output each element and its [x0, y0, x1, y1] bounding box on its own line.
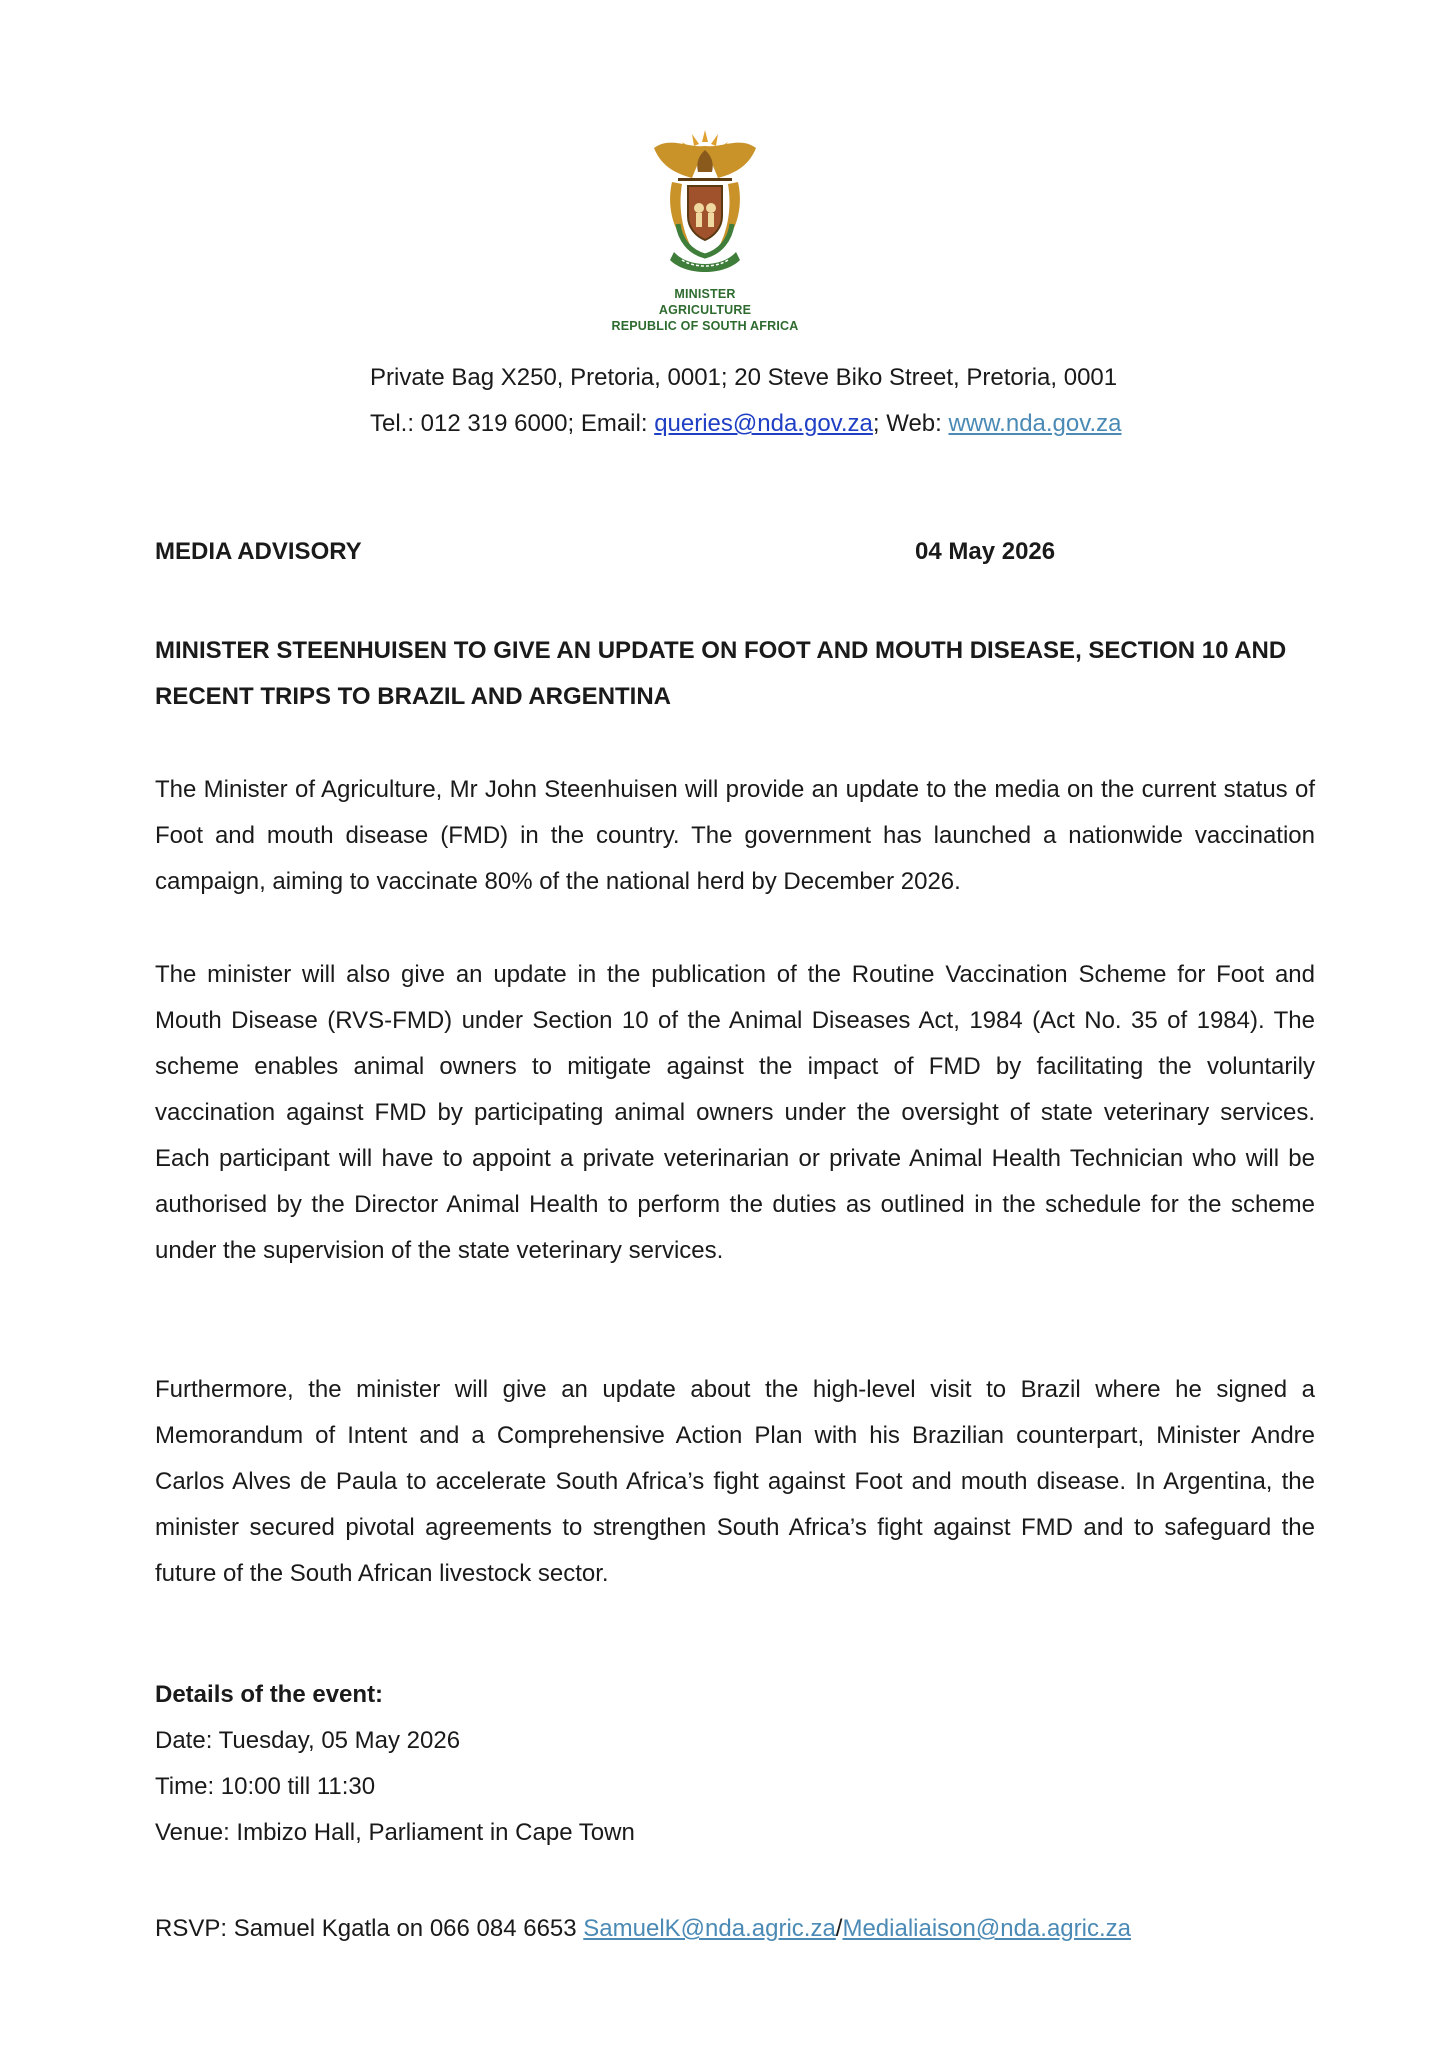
paragraph: The Minister of Agriculture, Mr John Steenhuisen will provide an update to the media on the current status of Foot and mouth disease (FMD) in the country. The government has launched a nationwide vaccination campaign, aiming to vaccinate 80% of the national herd by December 2026. — [155, 776, 1315, 895]
rsvp-separator: / — [835, 1915, 843, 1942]
letterhead-address-block — [370, 355, 1270, 447]
web-link[interactable]: www.nda.gov.za — [948, 410, 1122, 437]
event-date: Date: Tuesday, 05 May 2026 — [155, 1727, 461, 1754]
crest-caption — [560, 286, 850, 334]
crest-caption-line: REPUBLIC OF SOUTH AFRICA — [611, 319, 799, 333]
headline: MINISTER STEENHUISEN TO GIVE AN UPDATE ON FOOT AND MOUTH DISEASE, SECTION 10 AND RECENT TRIPS TO BRAZIL AND ARGENTINA — [155, 637, 1287, 710]
web-prefix: ; Web: — [872, 410, 949, 437]
event-details — [155, 1672, 1315, 1856]
event-venue: Venue: Imbizo Hall, Parliament in Cape Town — [155, 1819, 635, 1846]
event-time: Time: 10:00 till 11:30 — [155, 1773, 376, 1800]
coat-of-arms-logo — [648, 128, 762, 276]
contact-line — [370, 401, 1270, 447]
crest-caption-line: MINISTER — [674, 287, 736, 301]
postal-address: Private Bag X250, Pretoria, 0001; 20 Steve Biko Street, Pretoria, 0001 — [370, 364, 1118, 391]
rsvp-text: RSVP: Samuel Kgatla on 066 084 6653 — [155, 1915, 584, 1942]
rsvp-email-link[interactable]: SamuelK@nda.agric.za — [583, 1915, 836, 1942]
advisory-date: 04 May 2026 — [915, 538, 1056, 565]
tel-text: Tel.: 012 319 6000; Email: — [370, 410, 655, 437]
rsvp-line — [155, 1906, 1355, 1952]
email-link[interactable]: queries@nda.gov.za — [654, 410, 873, 437]
paragraph: The minister will also give an update in the publication of the Routine Vaccination Scheme for Foot and Mouth Disease (RVS-FMD) under Section 10 of the Animal Diseases Act, 1984 (Act No. 35 of 1984). The scheme enables animal owners to mitigate against the impact of FMD by facilitating the voluntarily vaccination against FMD by participating animal owners under the oversight of state veterinary services. Each participant will have to appoint a private veterinarian or private Animal Health Technician who will be authorised by the Director Animal Health to perform the duties as outlined in the schedule for the scheme under the supervision of the state veterinary services. — [155, 961, 1315, 1264]
paragraph: Furthermore, the minister will give an update about the high-level visit to Brazil where he signed a Memorandum of Intent and a Comprehensive Action Plan with his Brazilian counterpart, Minister Andre Carlos Alves de Paula to accelerate South Africa’s fight against Foot and mouth disease. In Argentina, the minister secured pivotal agreements to strengthen South Africa’s fight against FMD and to safeguard the future of the South African livestock sector. — [155, 1376, 1315, 1587]
crest-caption-line: AGRICULTURE — [658, 303, 752, 317]
media-liaison-email-link[interactable]: Medialiaison@nda.agric.za — [842, 1915, 1131, 1942]
event-details-title: Details of the event: — [155, 1681, 384, 1708]
advisory-label: MEDIA ADVISORY — [155, 538, 362, 565]
